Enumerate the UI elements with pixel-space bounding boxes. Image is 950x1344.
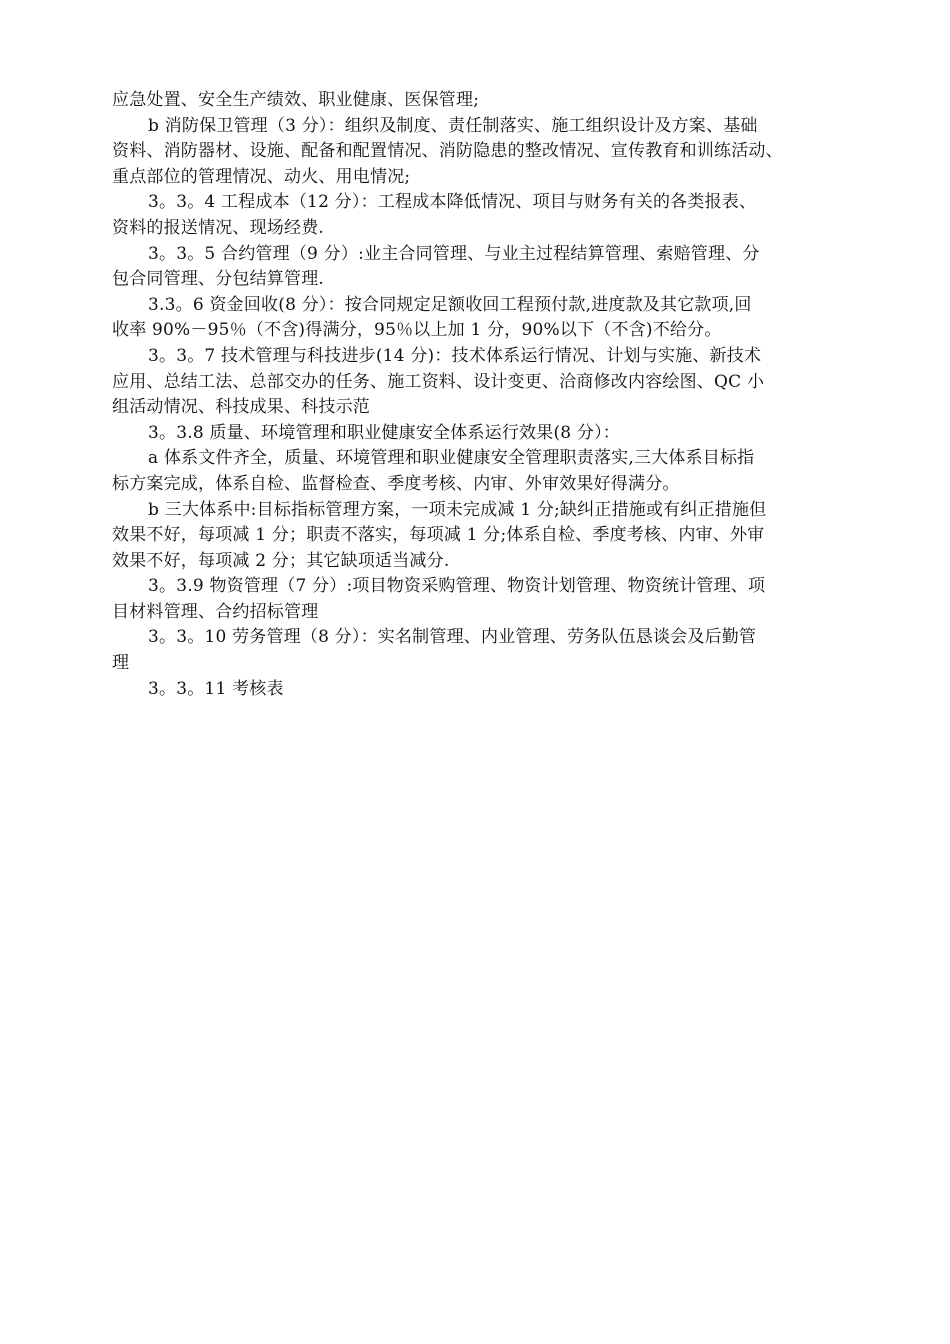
paragraph-4-line-2: 包合同管理、分包结算管理. [112, 269, 325, 290]
paragraph-10 [112, 574, 842, 625]
paragraph-12 [112, 677, 842, 703]
paragraph-10-line-2: 目材料管理、合约招标管理 [112, 601, 319, 622]
paragraph-6-line-3: 组活动情况、科技成果、科技示范 [112, 397, 370, 418]
paragraph-9-line-2: 效果不好，每项减 1 分；职责不落实，每项减 1 分;体系自检、季度考核、内审、外审 [112, 525, 765, 546]
paragraph-5-line-1: 3.3。6 资金回收(8 分）：按合同规定足额收回工程预付款,进度款及其它款项,回 [148, 294, 752, 315]
paragraph-6 [112, 344, 842, 421]
paragraph-4-line-1: 3。3。5 合约管理（9 分）:业主合同管理、与业主过程结算管理、索赔管理、分 [148, 243, 760, 264]
paragraph-2-line-3: 重点部位的管理情况、动火、用电情况; [112, 166, 411, 187]
paragraph-9-line-3: 效果不好，每项减 2 分；其它缺项适当减分. [112, 550, 450, 571]
paragraph-11 [112, 625, 842, 676]
paragraph-11-line-2: 理 [112, 653, 130, 674]
paragraph-2-line-2: 资料、消防器材、设施、配备和配置情况、消防隐患的整改情况、宣传教育和训练活动、 [112, 141, 783, 162]
document-body [112, 88, 842, 702]
paragraph-2 [112, 114, 842, 191]
paragraph-9-line-1: b 三大体系中:目标指标管理方案，一项未完成减 1 分;缺纠正措施或有纠正措施但 [148, 499, 767, 520]
paragraph-4 [112, 242, 842, 293]
paragraph-9 [112, 498, 842, 575]
paragraph-12-line-1: 3。3。11 考核表 [148, 678, 284, 699]
paragraph-6-line-2: 应用、总结工法、总部交办的任务、施工资料、设计变更、洽商修改内容绘图、QC 小 [112, 371, 765, 392]
paragraph-1-line-1: 应急处置、安全生产绩效、职业健康、医保管理; [112, 90, 480, 110]
paragraph-5 [112, 293, 842, 344]
paragraph-11-line-1: 3。3。10 劳务管理（8 分）：实名制管理、内业管理、劳务队伍恳谈会及后勤管 [148, 627, 757, 648]
paragraph-5-line-2: 收率 90%－95％（不含)得满分，95％以上加 1 分，90%以下（不含)不给分。 [112, 320, 722, 341]
paragraph-3 [112, 190, 842, 241]
paragraph-3-line-2: 资料的报送情况、现场经费. [112, 217, 325, 238]
paragraph-8-line-1: a 体系文件齐全，质量、环境管理和职业健康安全管理职责落实,三大体系目标指 [148, 448, 755, 469]
paragraph-8 [112, 446, 842, 497]
paragraph-7-line-1: 3。3.8 质量、环境管理和职业健康安全体系运行效果(8 分）： [148, 422, 621, 443]
paragraph-3-line-1: 3。3。4 工程成本（12 分）：工程成本降低情况、项目与财务有关的各类报表、 [148, 192, 757, 213]
paragraph-7 [112, 421, 842, 447]
paragraph-6-line-1: 3。3。7 技术管理与科技进步(14 分)：技术体系运行情况、计划与实施、新技术 [148, 345, 762, 366]
paragraph-2-line-1: b 消防保卫管理（3 分）：组织及制度、责任制落实、施工组织设计及方案、基础 [148, 115, 758, 136]
paragraph-10-line-1: 3。3.9 物资管理（7 分）:项目物资采购管理、物资计划管理、物资统计管理、项 [148, 576, 766, 597]
paragraph-1 [112, 88, 842, 114]
paragraph-8-line-2: 标方案完成，体系自检、监督检查、季度考核、内审、外审效果好得满分。 [112, 473, 680, 494]
